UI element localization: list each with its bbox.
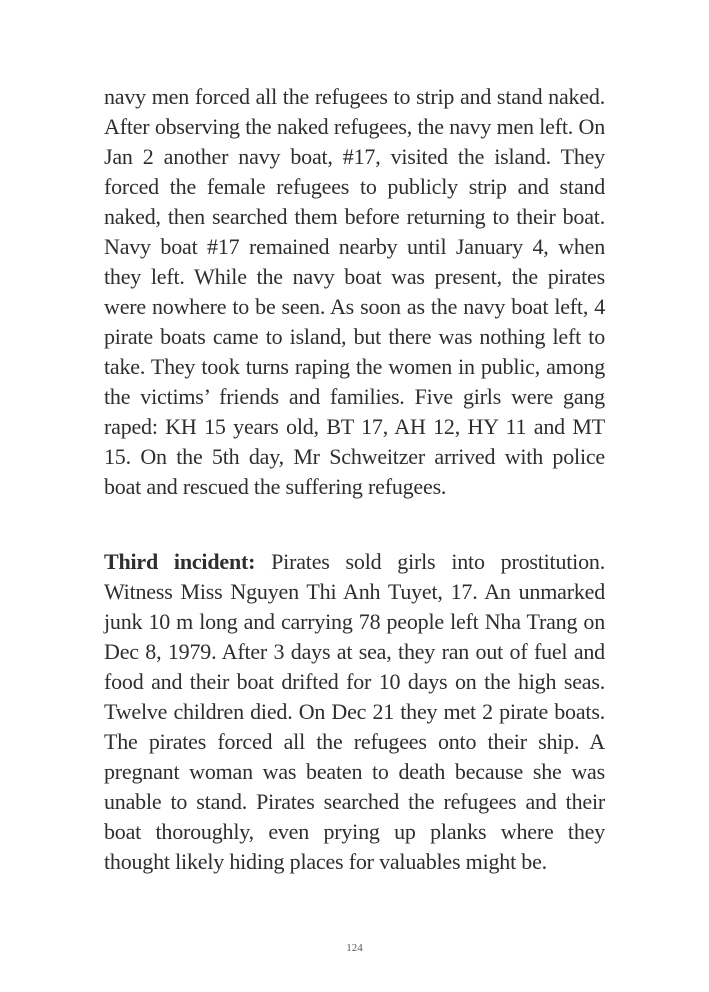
paragraph-body <box>104 547 605 877</box>
incident-heading: Third incident: <box>104 549 256 574</box>
paragraph-text: Pirates sold girls into prostitution. Witness Miss Nguyen Thi Anh Tuyet, 17. An unmarked junk 10 m long and carrying 78 people left Nha Trang on Dec 8, 1979. After 3 days at sea, they ran out of fuel and food and their boat drifted for 10 days on the high seas. Twelve children died. On Dec 21 they met 2 pirate boats. The pirates forced all the refugees onto their ship. A pregnant woman was beaten to death because she was unable to stand. Pirates searched the refugees and their boat thoroughly, even prying up planks where they thought likely hiding places for valuables might be. <box>104 549 605 874</box>
paragraph-text: navy men forced all the refugees to strip and stand naked. After observing the naked refugees, the navy men left. On Jan 2 another navy boat, #17, visited the island. They forced the female refugees to publicly strip and stand naked, then searched them before returning to their boat. Navy boat #17 remained nearby until January 4, when they left. While the navy boat was present, the pirates were nowhere to be seen. As soon as the navy boat left, 4 pirate boats came to island, but there was nothing left to take. They took turns raping the women in public, among the victims’ friends and families. Five girls were gang raped: KH 15 years old, BT 17, AH 12, HY 11 and MT 15. On the 5th day, Mr Schweitzer arrived with police boat and rescued the suffering refugees. <box>104 84 605 499</box>
paragraph-third-incident <box>104 547 605 877</box>
page-number: 124 <box>346 942 363 954</box>
paragraph-continuation <box>104 82 605 502</box>
